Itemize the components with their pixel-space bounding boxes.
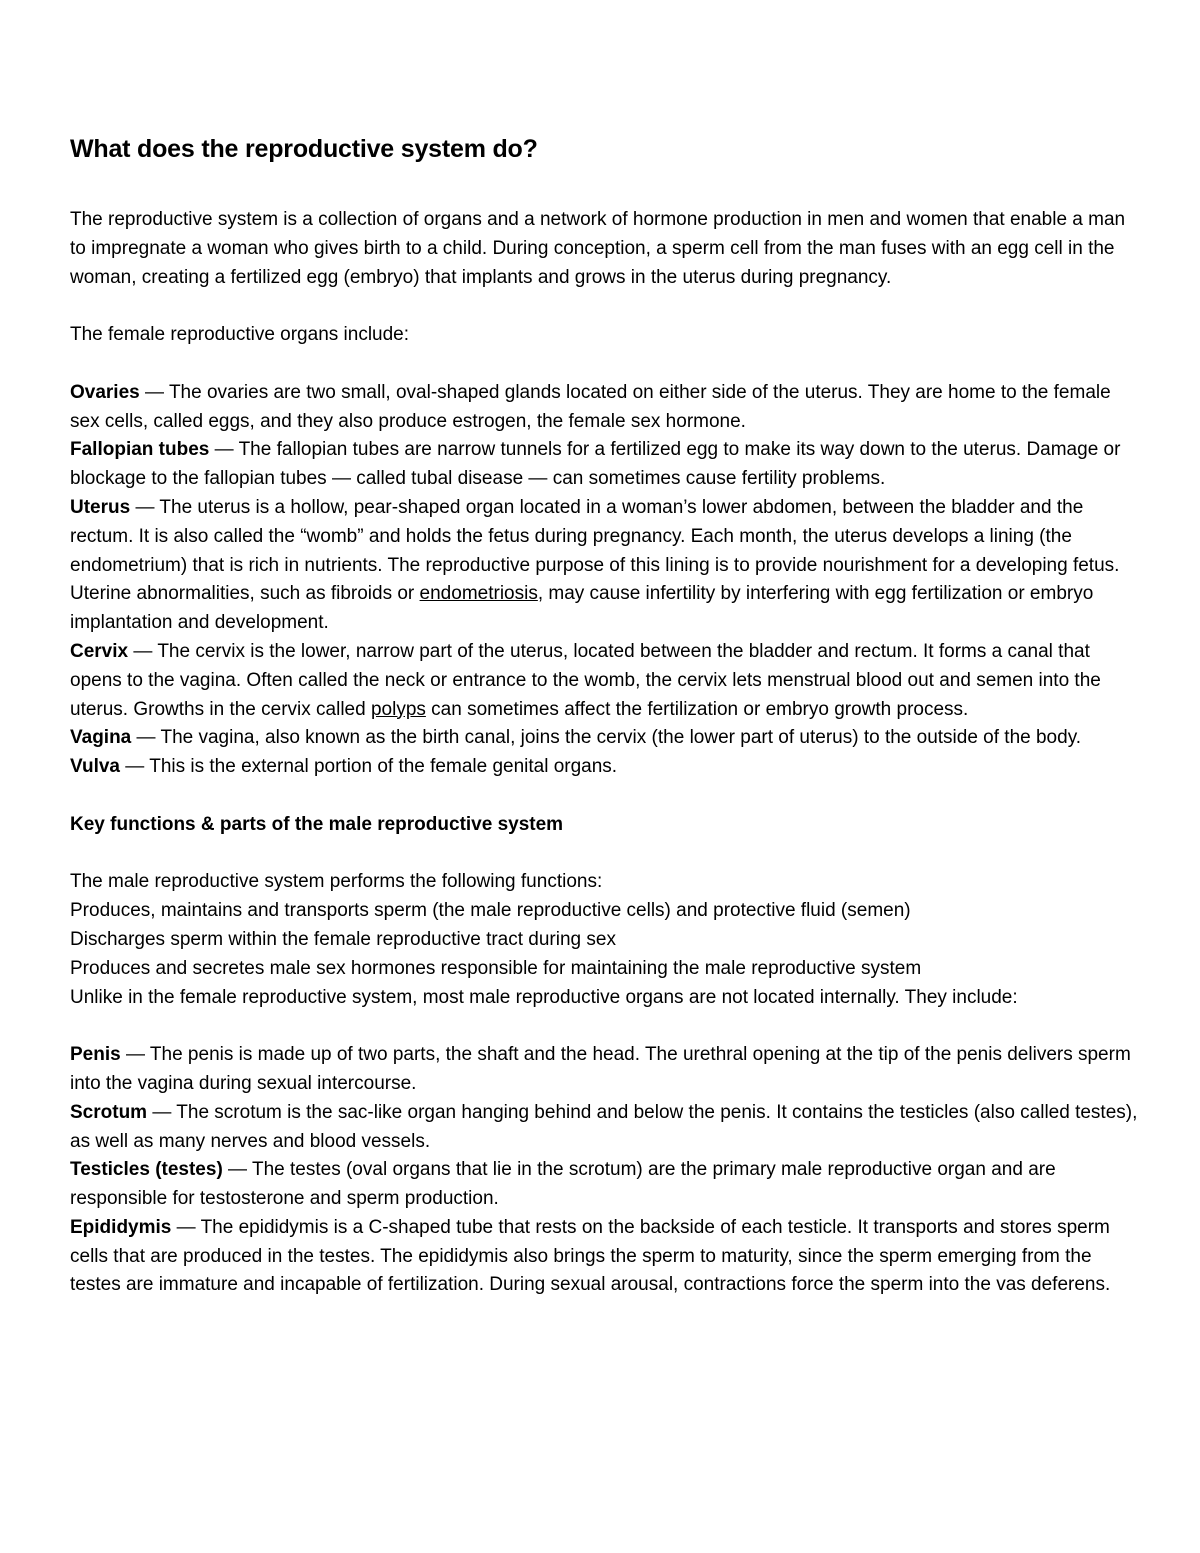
- desc-ovaries: — The ovaries are two small, oval-shaped glands located on either side of the uterus. They are home to the female sex cells, called eggs, and they also produce estrogen, the female sex hormone.: [70, 381, 1111, 432]
- male-functions-intro: The male reproductive system performs the following functions:: [70, 871, 603, 893]
- desc-vulva: — This is the external portion of the female genital organs.: [120, 756, 618, 778]
- male-organs-intro: Unlike in the female reproductive system, most male reproductive organs are not located internally. They include:: [70, 986, 1018, 1008]
- term-testicles: Testicles (testes): [70, 1159, 223, 1181]
- polyps-link[interactable]: polyps: [370, 698, 426, 720]
- desc-cervix-b: can sometimes affect the fertilization or embryo growth process.: [425, 698, 969, 720]
- document-page: [70, 132, 1140, 1300]
- spacer: [70, 782, 1140, 811]
- desc-penis: — The penis is made up of two parts, the shaft and the head. The urethral opening at the tip of the penis delivers sperm into the vagina during sexual intercourse.: [70, 1044, 1131, 1094]
- desc-vagina: — The vagina, also known as the birth canal, joins the cervix (the lower part of uterus) to the outside of the body.: [131, 727, 1082, 749]
- desc-epididymis: — The epididymis is a C-shaped tube that rests on the backside of each testicle. It transports and stores sperm cells that are produced in the testes. The epididymis also brings the sperm to maturity, since the sperm emerging from the testes are immature and incapable of fertilization. During sexual arousal, contractions force the sperm into the vas deferens.: [70, 1216, 1111, 1296]
- male-function-item: Discharges sperm within the female reproductive tract during sex: [70, 928, 616, 950]
- term-ovaries: Ovaries: [70, 381, 140, 403]
- term-fallopian-tubes: Fallopian tubes: [70, 439, 210, 461]
- female-intro: The female reproductive organs include:: [70, 324, 410, 346]
- term-scrotum: Scrotum: [70, 1101, 148, 1123]
- organ-scrotum: [70, 1099, 1140, 1157]
- spacer: [70, 292, 1140, 321]
- desc-testicles: — The testes (oval organs that lie in the scrotum) are the primary male reproductive organ and are responsible for testosterone and sperm production.: [70, 1159, 1056, 1210]
- organ-uterus: [70, 494, 1140, 638]
- term-vagina: Vagina: [70, 727, 132, 749]
- spacer: [70, 840, 1140, 869]
- intro-paragraph: The reproductive system is a collection of organs and a network of hormone production in men and women that enable a man to impregnate a woman who gives birth to a child. During conception, a sperm cell from the man fuses with an egg cell in the woman, creating a fertilized egg (embryo) that implants and grows in the uterus during pregnancy.: [70, 209, 1126, 288]
- organ-penis: [70, 1041, 1140, 1099]
- term-vulva: Vulva: [70, 756, 120, 778]
- term-uterus: Uterus: [70, 496, 131, 518]
- male-function-item: Produces, maintains and transports sperm (the male reproductive cells) and protective fluid (semen): [70, 900, 911, 922]
- organ-vagina: [70, 724, 1140, 753]
- spacer: [70, 350, 1140, 379]
- organ-fallopian-tubes: [70, 436, 1140, 494]
- male-section-heading: Key functions & parts of the male reproductive system: [70, 813, 564, 835]
- organ-cervix: [70, 638, 1140, 724]
- desc-fallopian-tubes: — The fallopian tubes are narrow tunnels for a fertilized egg to make its way down to the uterus. Damage or blockage to the fallopian tubes — called tubal disease — can sometimes cause fertility problems.: [70, 439, 1121, 490]
- spacer: [70, 1012, 1140, 1041]
- term-epididymis: Epididymis: [70, 1216, 172, 1238]
- term-cervix: Cervix: [70, 640, 129, 662]
- endometriosis-link[interactable]: endometriosis: [419, 583, 538, 605]
- page-title: What does the reproductive system do?: [70, 135, 538, 163]
- term-penis: Penis: [70, 1044, 121, 1066]
- organ-epididymis: [70, 1214, 1140, 1300]
- desc-cervix-a: — The cervix is the lower, narrow part of the uterus, located between the bladder and rectum. It forms a canal that opens to the vagina. Often called the neck or entrance to the womb, the cervix lets menstrual blood out and semen into the uterus. Growths in the cervix called: [70, 640, 1101, 720]
- desc-uterus-a: — The uterus is a hollow, pear-shaped organ located in a woman’s lower abdomen, between the bladder and the rectum. It is also called the “womb” and holds the fetus during pregnancy. Each month, the uterus develops a lining (the endometrium) that is rich in nutrients. The reproductive purpose of this lining is to provide nourishment for a developing fetus. Uterine abnormalities, such as fibroids or: [70, 496, 1120, 605]
- organ-vulva: [70, 753, 1140, 782]
- organ-testicles: [70, 1156, 1140, 1214]
- desc-uterus-b: , may cause infertility by interfering with egg fertilization or embryo implantation and development.: [70, 583, 1094, 634]
- organ-ovaries: [70, 379, 1140, 437]
- desc-scrotum: — The scrotum is the sac-like organ hanging behind and below the penis. It contains the testicles (also called testes), as well as many nerves and blood vessels.: [70, 1101, 1138, 1152]
- male-function-item: Produces and secretes male sex hormones responsible for maintaining the male reproductive system: [70, 957, 922, 979]
